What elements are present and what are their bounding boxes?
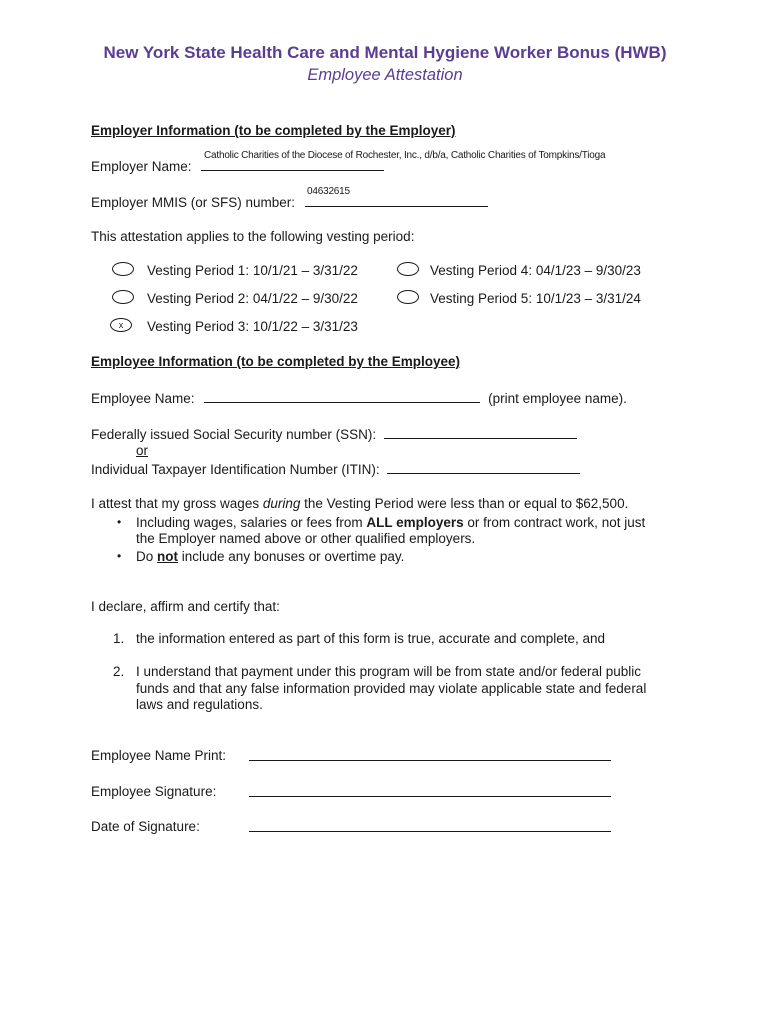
itin-line[interactable] xyxy=(387,461,580,474)
bullet-1-line1 xyxy=(136,515,645,530)
vesting-period-3-radio[interactable]: x xyxy=(110,318,132,332)
employee-name-label: Employee Name: xyxy=(91,391,195,406)
attest-intro xyxy=(91,496,628,511)
bullet-2-line xyxy=(136,549,404,564)
employer-name-row xyxy=(91,158,384,174)
or-text: or xyxy=(136,443,149,458)
bullet-1-a: Including wages, salaries or fees from xyxy=(136,515,367,530)
bullet-1-b: ALL employers xyxy=(366,515,464,530)
signature-label: Employee Signature: xyxy=(91,784,217,799)
employer-mmis-line[interactable] xyxy=(305,194,488,207)
employer-mmis-label: Employer MMIS (or SFS) number: xyxy=(91,195,296,210)
name-print-line[interactable] xyxy=(249,748,611,761)
employer-name-line[interactable] xyxy=(201,158,384,171)
attest-intro-em: during xyxy=(262,496,301,511)
declare-item-2-line2: funds and that any false information provided may violate applicable state and federal xyxy=(136,681,647,696)
bullet-1-dot: • xyxy=(117,515,122,529)
ssn-label: Federally issued Social Security number (SSN): xyxy=(91,427,377,442)
name-print-label: Employee Name Print: xyxy=(91,748,227,763)
vesting-period-2-radio[interactable] xyxy=(112,290,134,304)
bullet-1-line2: the Employer named above or other qualified employers. xyxy=(136,531,476,546)
form-subtitle: Employee Attestation xyxy=(307,66,463,84)
bullet-2-a: Do xyxy=(136,549,158,564)
employee-section-heading: Employee Information (to be completed by the Employee) xyxy=(91,354,461,369)
bullet-2-dot: • xyxy=(117,549,122,563)
itin-row xyxy=(91,461,580,477)
vesting-period-2-label: Vesting Period 2: 04/1/22 – 9/30/22 xyxy=(147,291,358,306)
vesting-period-4-label: Vesting Period 4: 04/1/23 – 9/30/23 xyxy=(430,263,641,278)
declare-intro: I declare, affirm and certify that: xyxy=(91,599,280,614)
employer-section-heading: Employer Information (to be completed by the Employer) xyxy=(91,123,456,138)
attest-intro-a: I attest that my gross wages xyxy=(91,496,263,511)
signature-line[interactable] xyxy=(249,784,611,797)
bullet-1-c: or from contract work, not just xyxy=(463,515,646,530)
employee-name-line[interactable] xyxy=(204,390,480,403)
vesting-period-3-label: Vesting Period 3: 10/1/22 – 3/31/23 xyxy=(147,319,358,334)
employee-name-suffix: (print employee name). xyxy=(488,391,627,406)
vesting-period-5-radio[interactable] xyxy=(397,290,419,304)
date-label: Date of Signature: xyxy=(91,819,200,834)
date-line[interactable] xyxy=(249,819,611,832)
declare-item-2-num: 2. xyxy=(113,664,125,679)
vesting-period-4-radio[interactable] xyxy=(397,262,419,276)
ssn-row xyxy=(91,426,577,442)
attest-intro-b: the Vesting Period were less than or equal to $62,500. xyxy=(300,496,629,511)
ssn-line[interactable] xyxy=(384,426,577,439)
employer-name-value[interactable]: Catholic Charities of the Diocese of Rochester, Inc., d/b/a, Catholic Charities of Tompkins/Tioga xyxy=(204,150,606,161)
declare-item-1: the information entered as part of this form is true, accurate and complete, and xyxy=(136,631,605,646)
bullet-2-c: include any bonuses or overtime pay. xyxy=(178,549,405,564)
form-title: New York State Health Care and Mental Hygiene Worker Bonus (HWB) xyxy=(103,43,667,62)
declare-item-2-line1: I understand that payment under this program will be from state and/or federal public xyxy=(136,664,642,679)
employer-mmis-value[interactable]: 04632615 xyxy=(307,186,350,197)
vesting-period-1-radio[interactable] xyxy=(112,262,134,276)
employee-name-row xyxy=(91,390,627,406)
itin-label: Individual Taxpayer Identification Number (ITIN): xyxy=(91,462,380,477)
vesting-intro: This attestation applies to the following vesting period: xyxy=(91,229,415,244)
employer-name-label: Employer Name: xyxy=(91,159,192,174)
vesting-period-1-label: Vesting Period 1: 10/1/21 – 3/31/22 xyxy=(147,263,358,278)
declare-item-1-num: 1. xyxy=(113,631,125,646)
bullet-2-b: not xyxy=(157,549,179,564)
vesting-period-5-label: Vesting Period 5: 10/1/23 – 3/31/24 xyxy=(430,291,641,306)
employer-mmis-row xyxy=(91,194,488,210)
declare-item-2-line3: laws and regulations. xyxy=(136,697,263,712)
